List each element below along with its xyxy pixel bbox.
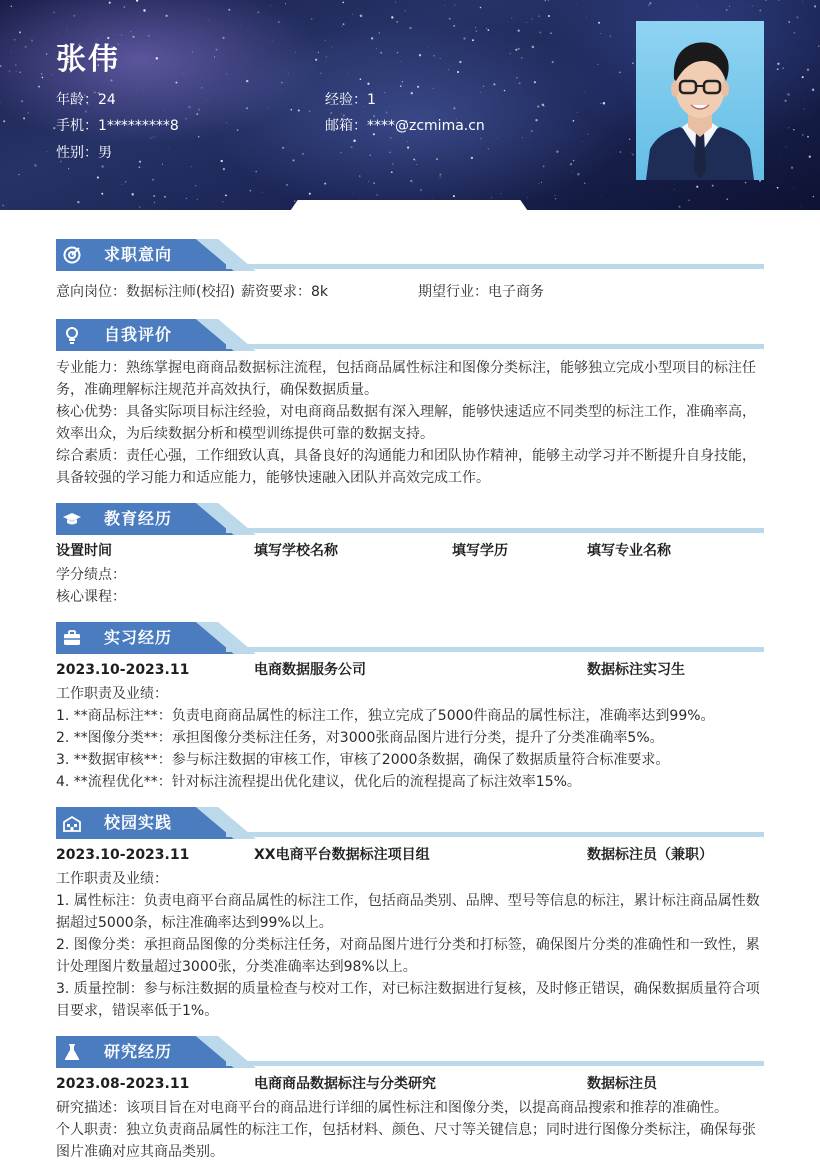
intent-salary: 薪资要求：8k (241, 284, 329, 300)
education-major: 填写专业名称 (587, 543, 671, 559)
section-header-research (56, 1036, 764, 1068)
campus-intro: 工作职责及业绩： (56, 871, 168, 887)
briefcase-icon (62, 628, 82, 648)
self-eval-strength: 核心优势：具备实际项目标注经验，对电商商品数据有深入理解，能够快速适应不同类型的标注工作，准确率高，效率出众，为后续数据分析和模型训练提供可靠的数据支持。 (56, 404, 756, 442)
section-header-self (56, 319, 764, 351)
section-title: 实习经历 (104, 628, 173, 647)
internship-item: 4. **流程优化**：针对标注流程提出优化建议，优化后的流程提高了标注效率15%。 (56, 774, 581, 790)
education-school: 填写学校名称 (254, 543, 338, 559)
section-header-internship (56, 622, 764, 654)
section-header-campus (56, 807, 764, 839)
email-field: 邮箱：****@zcmima.cn (325, 118, 485, 134)
campus-time: 2023.10-2023.11 (56, 847, 190, 863)
internship-role: 数据标注实习生 (587, 662, 685, 678)
education-degree: 填写学历 (452, 543, 508, 559)
research-role: 数据标注员 (587, 1076, 657, 1092)
experience-field: 经验：1 (325, 92, 376, 108)
intent-industry: 期望行业：电子商务 (418, 284, 544, 300)
education-gpa: 学分绩点： (56, 567, 126, 583)
internship-time: 2023.10-2023.11 (56, 662, 190, 678)
gender-field: 性别：男 (56, 145, 112, 161)
lightbulb-icon (62, 325, 82, 345)
self-eval-quality: 综合素质：责任心强，工作细致认真，具备良好的沟通能力和团队协作精神，能够主动学习并不断提升自身技能，具备较强的学习能力和适应能力，能够快速融入团队并高效完成工作。 (56, 448, 756, 486)
internship-item: 2. **图像分类**：承担图像分类标注任务，对3000张商品图片进行分类，提升了分类准确率5%。 (56, 730, 664, 746)
flask-icon (62, 1042, 82, 1062)
section-header-education (56, 503, 764, 535)
section-title: 求职意向 (104, 245, 173, 264)
research-time: 2023.08-2023.11 (56, 1076, 190, 1092)
internship-company: 电商数据服务公司 (254, 662, 366, 678)
internship-item: 1. **商品标注**：负责电商商品属性的标注工作，独立完成了5000件商品的属性标注，准确率达到99%。 (56, 708, 715, 724)
campus-item: 3. 质量控制：参与标注数据的质量检查与校对工作，对已标注数据进行复核，及时修正错误，确保数据质量符合项目要求，错误率低于1%。 (56, 981, 760, 1019)
building-icon (62, 813, 82, 833)
section-title: 校园实践 (104, 813, 173, 832)
intent-position: 意向岗位：数据标注师(校招) (56, 284, 235, 300)
campus-item: 2. 图像分类：承担商品图像的分类标注任务，对商品图片进行分类和打标签，确保图片分类的准确性和一致性，累计处理图片数量超过3000张，分类准确率达到98%以上。 (56, 937, 760, 975)
candidate-name: 张伟 (56, 42, 120, 77)
education-courses: 核心课程： (56, 589, 126, 605)
campus-role: 数据标注员（兼职） (587, 847, 713, 863)
section-title: 自我评价 (104, 325, 173, 344)
phone-field: 手机：1*********8 (56, 118, 179, 134)
profile-photo (636, 21, 764, 180)
research-duty: 个人职责：独立负责商品属性的标注工作，包括材料、颜色、尺寸等关键信息；同时进行图像分类标注，确保每张图片准确对应其商品类别。 (56, 1122, 756, 1160)
internship-item: 3. **数据审核**：参与标注数据的审核工作，审核了2000条数据，确保了数据质量符合标准要求。 (56, 752, 670, 768)
section-title: 教育经历 (104, 509, 173, 528)
campus-item: 1. 属性标注：负责电商平台商品属性的标注工作，包括商品类别、品牌、型号等信息的标注，累计标注商品属性数据超过5000条，标注准确率达到99%以上。 (56, 893, 760, 931)
research-description: 研究描述：该项目旨在对电商平台的商品进行详细的属性标注和图像分类，以提高商品搜索和推荐的准确性。 (56, 1100, 728, 1116)
header-notch (288, 200, 530, 210)
campus-org: XX电商平台数据标注项目组 (254, 847, 430, 863)
education-time: 设置时间 (56, 543, 112, 559)
section-header-intent (56, 239, 764, 271)
internship-intro: 工作职责及业绩： (56, 686, 168, 702)
age-field: 年龄：24 (56, 92, 116, 108)
graduation-cap-icon (62, 509, 82, 529)
header-banner (0, 0, 820, 210)
self-eval-professional: 专业能力：熟练掌握电商商品数据标注流程，包括商品属性标注和图像分类标注，能够独立完成小型项目的标注任务，准确理解标注规范并高效执行，确保数据质量。 (56, 360, 756, 398)
section-title: 研究经历 (104, 1042, 173, 1061)
research-project: 电商商品数据标注与分类研究 (254, 1076, 436, 1092)
target-icon (62, 245, 82, 265)
